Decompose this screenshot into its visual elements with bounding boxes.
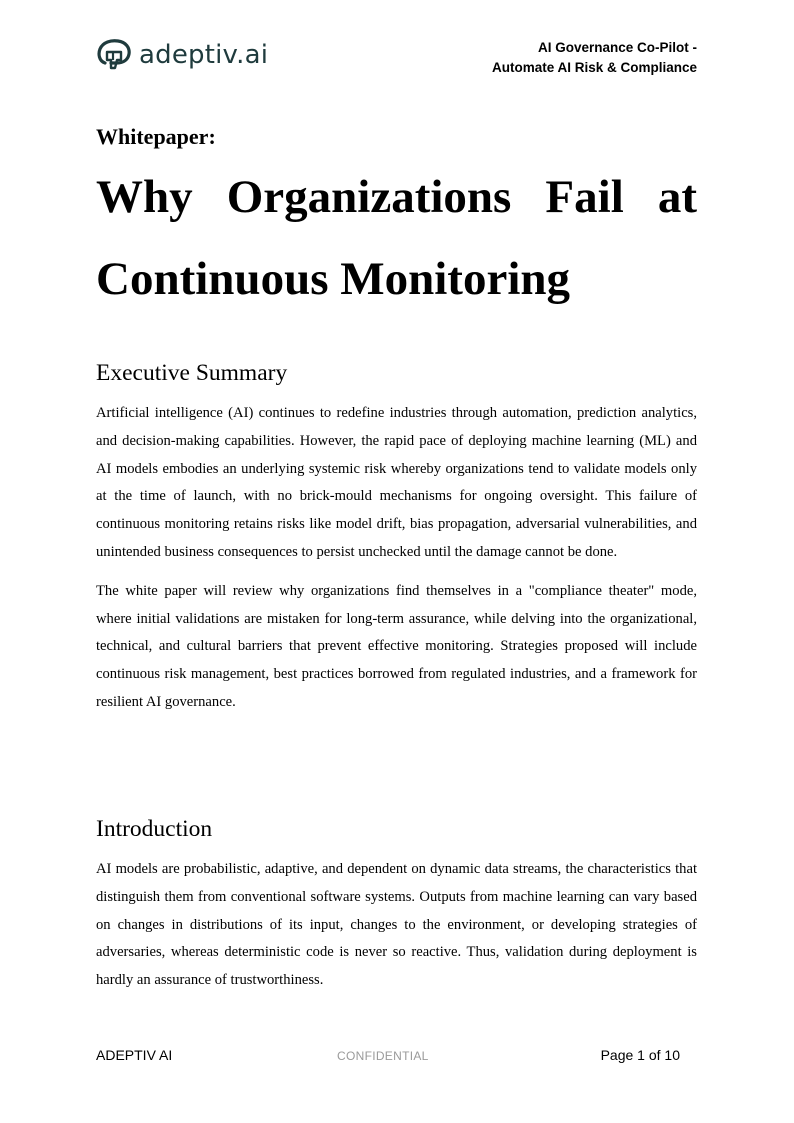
company-logo [96, 37, 268, 73]
title-word: Fail [545, 171, 624, 223]
footer-page-number: Page 1 of 10 [600, 1047, 680, 1063]
tagline-line-1: AI Governance Co-Pilot - [537, 40, 697, 55]
section-heading: Introduction [96, 816, 213, 842]
adeptiv-logo-icon [96, 37, 132, 73]
section-executive-summary [96, 358, 697, 728]
document-type-label: Whitepaper: [96, 124, 216, 149]
paragraph: AI models are probabilistic, adaptive, and dependent on dynamic data streams, the characteristics that distinguish them from conventional software systems. Outputs from machine learning can vary based on changes in distributions of its input, changes to the environment, or developing strategies of adversaries, whereas deterministic code is never so reactive. Thus, validation during deployment is hardly an assurance of trustworthiness. [96, 861, 697, 989]
section-heading: Executive Summary [96, 360, 288, 386]
paragraph: Artificial intelligence (AI) continues to redefine industries through automation, prediction analytics, and decision-making capabilities. However, the rapid pace of deploying machine learning (ML) and AI models embodies an underlying systemic risk whereby organizations tend to validate models only at the time of launch, with no brick-mould mechanisms for ongoing oversight. This failure of continuous monitoring retains risks like model drift, bias propagation, adversarial vulnerabilities, and unintended business consequences to persist unchecked until the damage cannot be done. [96, 405, 697, 560]
title-word: Why [96, 171, 193, 223]
title-word: at [657, 171, 697, 223]
footer-confidential: CONFIDENTIAL [337, 1049, 429, 1063]
section-introduction [96, 814, 697, 1006]
title-word: Organizations [226, 171, 512, 223]
tagline-line-2: Automate AI Risk & Compliance [491, 60, 697, 75]
title-line-1 [96, 156, 697, 238]
header-tagline [492, 38, 697, 78]
title-line-2: Continuous Monitoring [96, 253, 571, 305]
logo-wordmark: adeptiv.ai [139, 40, 269, 70]
footer-company: ADEPTIV AI [96, 1047, 173, 1063]
paragraph: The white paper will review why organizations find themselves in a "compliance theater" mode, where initial validations are mistaken for long-term assurance, while delving into the organizational, technical, and cultural barriers that prevent effective monitoring. Strategies proposed will include continuous risk management, best practices borrowed from regulated industries, and a framework for resilient AI governance. [96, 582, 697, 710]
page-footer [96, 1046, 680, 1064]
document-title [96, 156, 697, 320]
